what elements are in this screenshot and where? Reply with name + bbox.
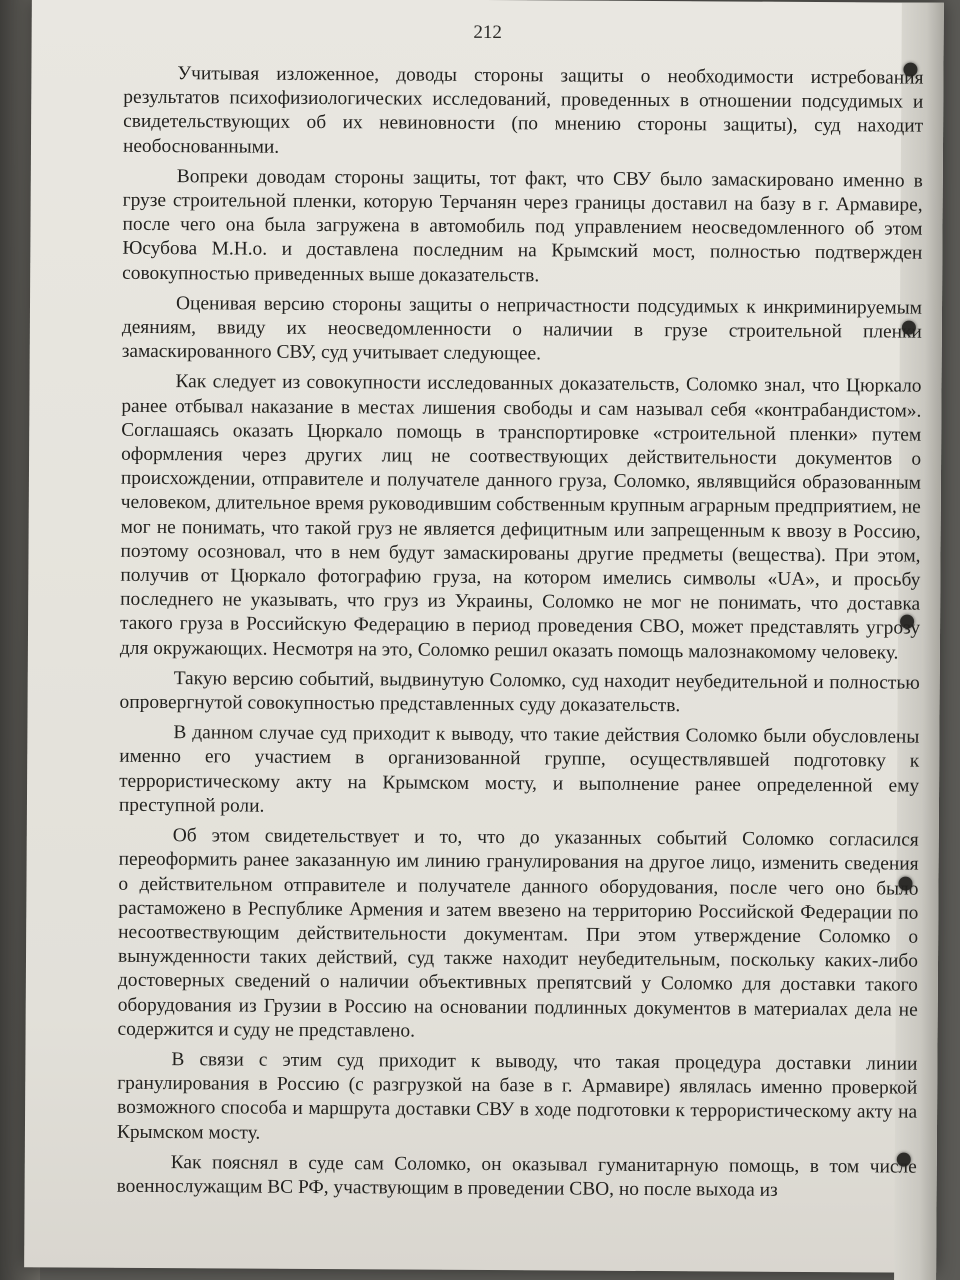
paragraph: Оценивая версию стороны защиты о непричастности подсудимых к инкриминируемым деяниям, ввиду их неосведомленности о наличии в грузе строительной пленки замаскированного СВУ, суд учитывает следующее. [121,292,923,365]
document-body [117,62,924,1210]
paragraph: Такую версию событий, выдвинутую Соломко, суд находит неубедительной и полностью опровергнутой совокупностью представленных суду доказательств. [119,667,920,717]
paragraph: Вопреки доводам стороны защиты, тот факт, что СВУ было замаскировано именно в грузе строительной пленки, которую Терчанян через границы доставил на базу в г. Армавире, после чего она была загружена в автомобиль под управлением неосведомленного об этом Юсубова М.Н.о. и доставлена последним на Крымский мост, полностью подтвержден совокупностью приведенных выше доказательств. [122,165,923,286]
paragraph: Как пояснял в суде сам Соломко, он оказывал гуманитарную помощь, в том числе военнослужащим ВС РФ, участвующим в проведении СВО, но после выхода из [116,1151,917,1201]
paragraph: В связи с этим суд приходит к выводу, что такая процедура доставки линии гранулирования в Россию (с разгрузкой на базе в г. Армавире) являлась именно проверкой возможного способа и маршрута доставки СВУ в ходе подготовки к террористическому акту на Крымском мосту. [116,1049,918,1144]
paragraph: Учитывая изложенное, доводы стороны защиты о необходимости истребования результатов психофизиологических исследований, проведенных в отношении подсудимых и свидетельствующих об их невиновности (по мнению стороны защиты), суд находит необоснованными. [122,63,924,158]
paragraph: В данном случае суд приходит к выводу, что такие действия Соломко были обусловлены именно его участием в организованной группе, осуществлявшей подготовку к террористическому акту на Крымском мосту, и выполнение ранее определенной ему преступной роли. [118,722,920,817]
paragraph: Как следует из совокупности исследованных доказательств, Соломко знал, что Цюркало ранее отбывал наказание в местах лишения свободы и сам называл себя «контрабандистом». Соглашаясь оказать Цюркало помощь в транспортировке «строительной пленки» путем оформления через других лиц не соотвествующих действительности документов о происхождении, отправителе и получателе данного груза, Соломко, являвщийся образованным человеком, длительное время руководившим собственным крупным аграрным предприятием, не мог не понимать, что такой груз не является дефицитным или запрещенным к ввозу в Россию, поэтому осознoвал, что в нем будут замаскированы другие предметы (вещества). При этом, получив от Цюркало фотографию груза, на котором имелись символы «UA», и просьбу последнего не указывать, что груз из Украины, Соломко не мог не понимать, что доставка такого груза в Российскую Федерацию в период проведения СВО, может представлять угрозу для окружающих. Несмотря на это, Соломко решил оказать помощь малознакомому человеку. [119,371,922,664]
paragraph: Об этом свидетельствует и то, что до указанных событий Соломко согласился переоформить ранее заказанную им линию гранулирования на другое лицо, изменить сведения о действительном отправителе и получателе данного оборудования, после чего оно было растаможено в Республике Армения и затем ввезено на территорию Российской Федерации по несоотвествующим действительности документам. При этом утверждение Соломко о вынужденности таких действий, суд также находит неубедительным, поскольку каких-либо достоверных сведений о наличии объективных препятсвий у Соломко для доставки такого оборудования из Грузии в Россию на основании подлинных документов в материалах дела не содержится и суду не представлено. [117,825,919,1042]
page-number: 212 [473,21,502,44]
document-page [24,0,944,1273]
